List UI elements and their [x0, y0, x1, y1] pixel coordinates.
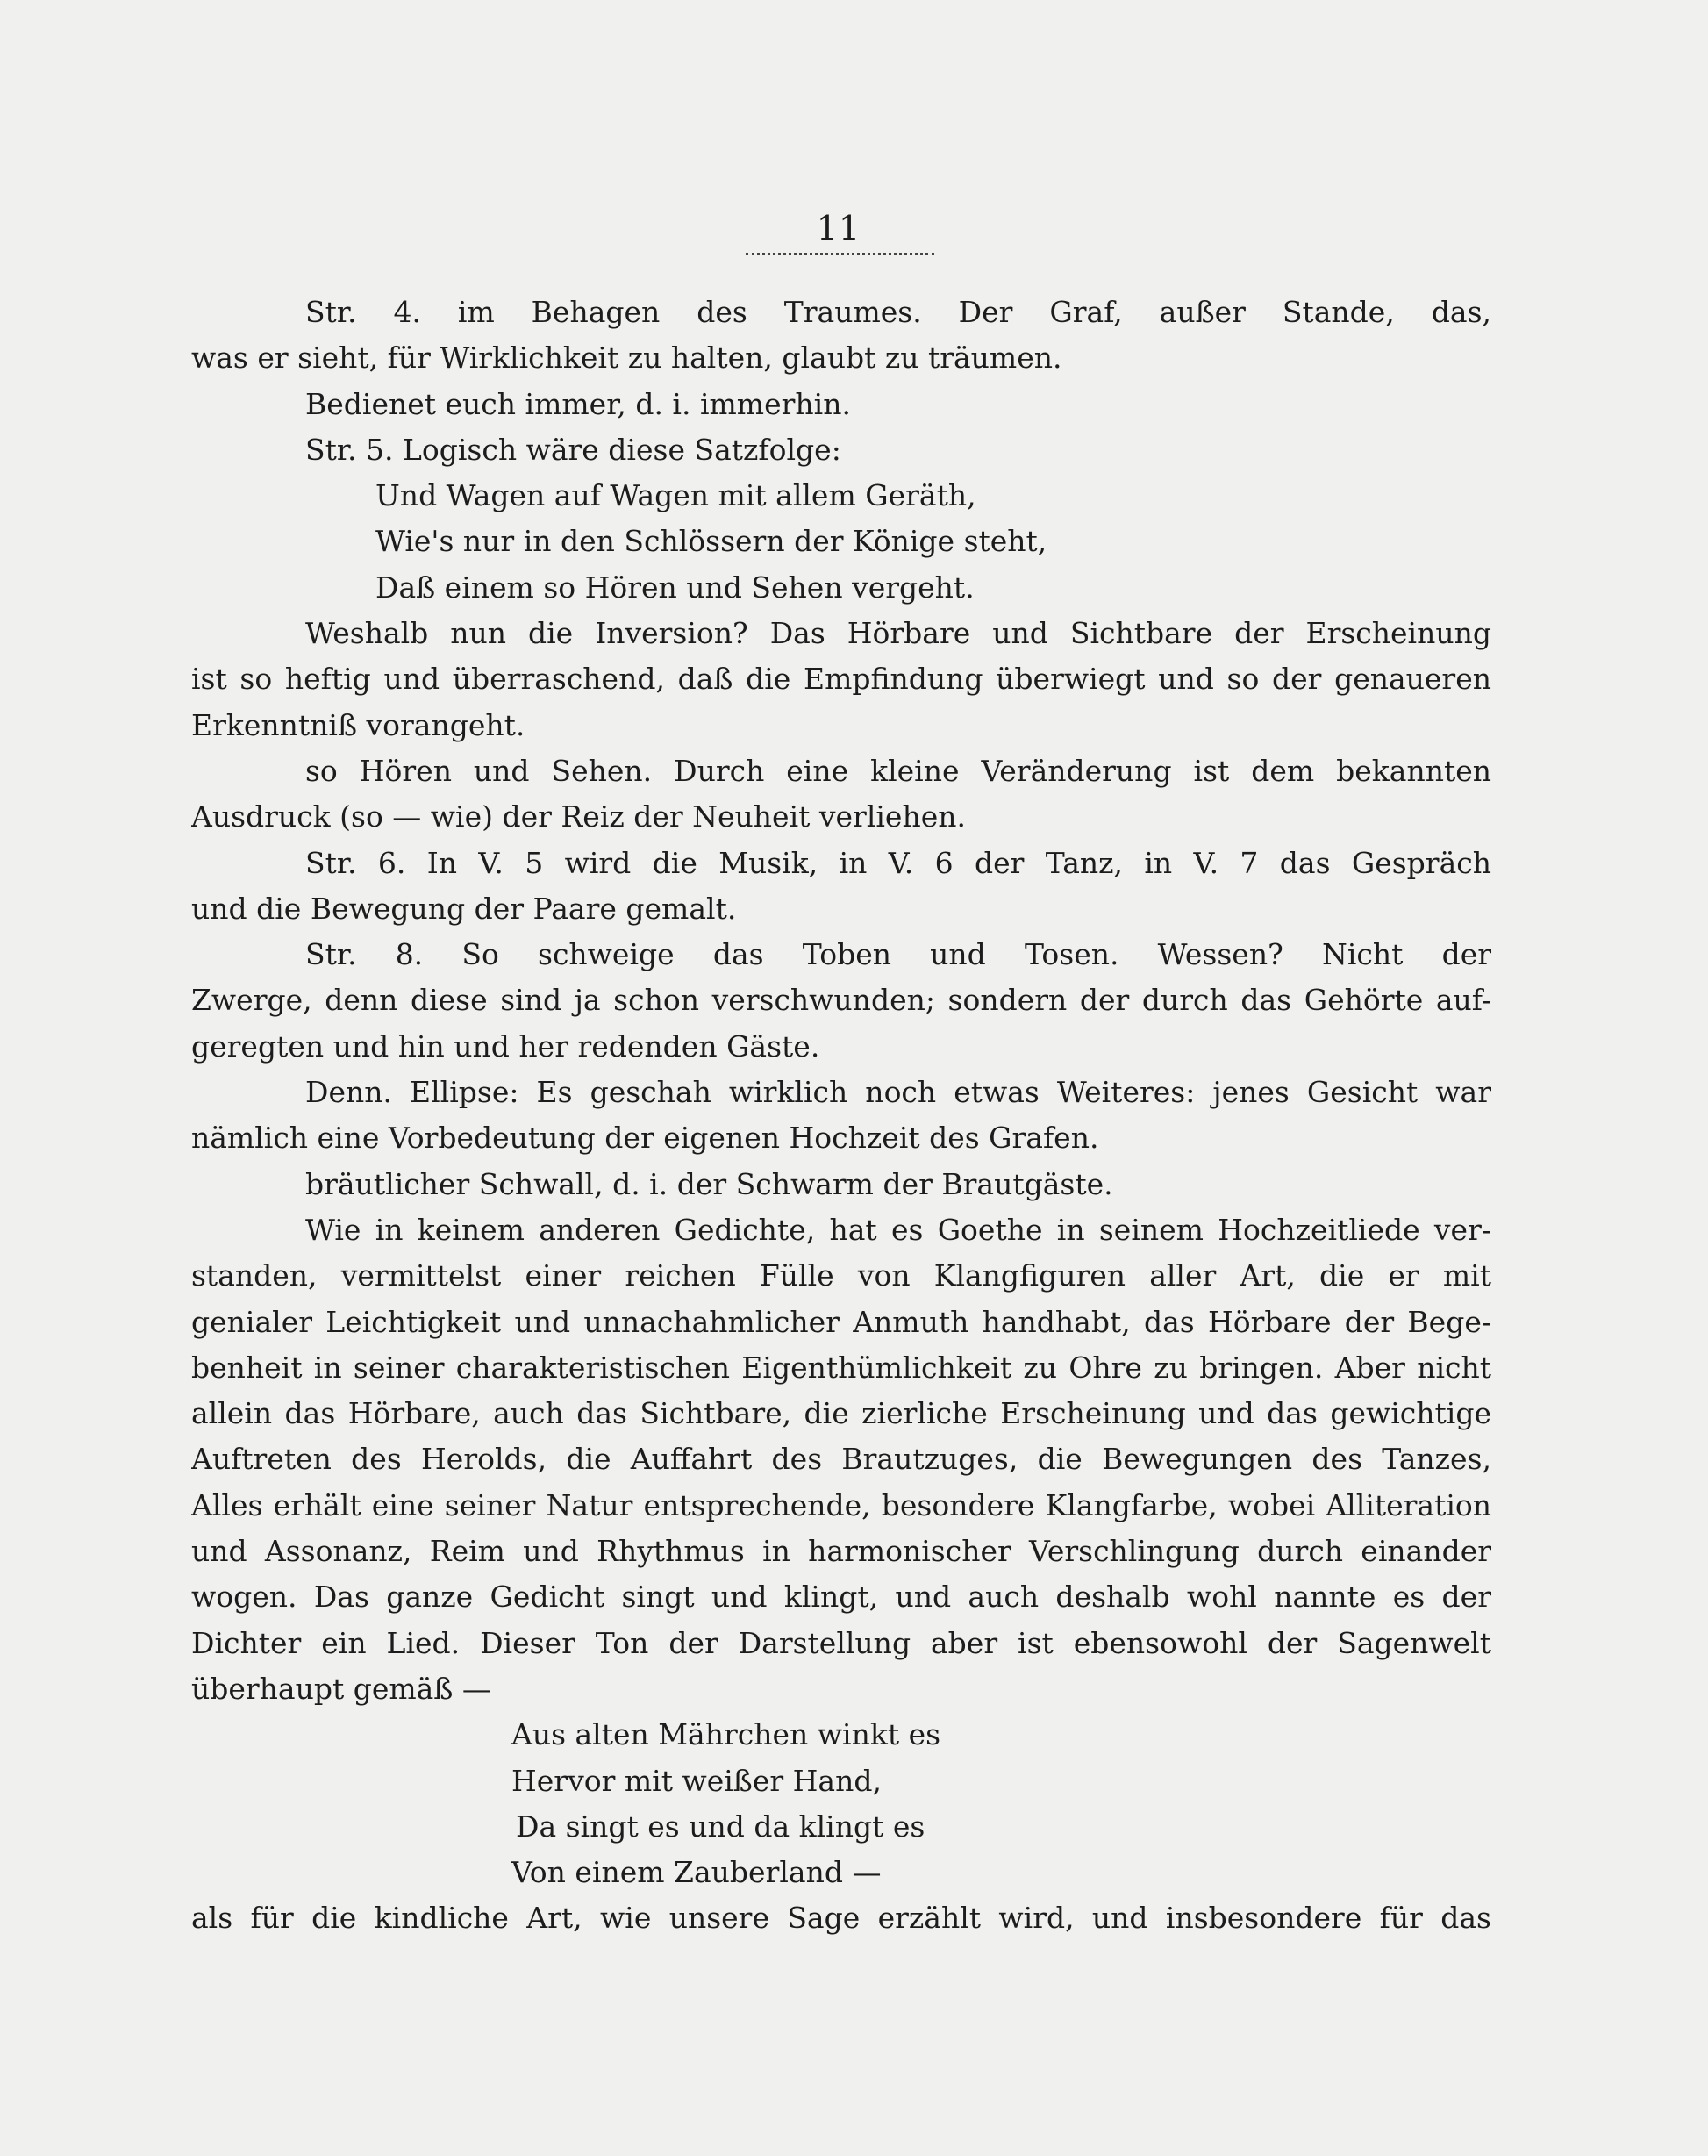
text-line: und Assonanz, Reim und Rhythmus in harmonischer Verschlingung durch einander [191, 1534, 1491, 1569]
text-line: Dichter ein Lied. Dieser Ton der Darstellung aber ist ebensowohl der Sagenwelt [191, 1625, 1491, 1660]
text-line: Str. 4. im Behagen des Traumes. Der Graf, außer Stande, das, [305, 295, 1491, 329]
verse-line: Wie's nur in den Schlössern der Könige steht, [375, 524, 1047, 559]
text-line: Str. 5. Logisch wäre diese Satzfolge: [305, 432, 841, 467]
text-line: Bedienet euch immer, d. i. immerhin. [305, 386, 851, 421]
text-line: und die Bewegung der Paare gemalt. [191, 891, 737, 926]
text-line: Auftreten des Herolds, die Auffahrt des Brautzuges, die Bewegungen des Tanzes, [191, 1442, 1491, 1477]
text-line: Str. 8. So schweige das Toben und Tosen. Wessen? Nicht der [305, 937, 1491, 972]
text-line: was er sieht, für Wirklichkeit zu halten, glaubt zu träumen. [191, 340, 1062, 376]
text-line: wogen. Das ganze Gedicht singt und klingt, und auch deshalb wohl nannte es der [191, 1579, 1491, 1615]
body-text [191, 290, 1491, 1942]
text-line: Zwerge, denn diese sind ja schon verschwunden; sondern der durch das Gehörte auf- [191, 983, 1491, 1018]
text-line: als für die kindliche Art, wie unsere Sage erzählt wird, und insbesondere für das [191, 1901, 1491, 1936]
text-line: ist so heftig und überraschend, daß die Empfindung überwiegt und so der genaueren [191, 662, 1491, 697]
text-line: bräutlicher Schwall, d. i. der Schwarm der Brautgäste. [305, 1166, 1113, 1201]
page-number: 11 [816, 209, 861, 247]
text-line: überhaupt gemäß — [191, 1671, 491, 1706]
text-line: genialer Leichtigkeit und unnachahmlicher Anmuth handhabt, das Hörbare der Bege- [191, 1304, 1491, 1339]
text-line: benheit in seiner charakteristischen Eigenthümlichkeit zu Ohre zu bringen. Aber nicht [191, 1350, 1491, 1385]
text-line: geregten und hin und her redenden Gäste. [191, 1028, 820, 1064]
verse-line: Von einem Zauberland — [511, 1855, 882, 1890]
text-line: Ausdruck (so — wie) der Reiz der Neuheit verliehen. [191, 799, 966, 834]
dotted-rule [746, 253, 934, 255]
text-line: standen, vermittelst einer reichen Fülle von Klangfiguren aller Art, die er mit [191, 1258, 1491, 1293]
text-line: Wie in keinem anderen Gedichte, hat es Goethe in seinem Hochzeitliede ver- [305, 1212, 1491, 1247]
verse-line: Hervor mit weißer Hand, [511, 1763, 882, 1798]
verse-line: Daß einem so Hören und Sehen vergeht. [375, 569, 975, 605]
verse-line: Aus alten Mährchen winkt es [511, 1717, 941, 1752]
text-line: Str. 6. In V. 5 wird die Musik, in V. 6 der Tanz, in V. 7 das Gespräch [305, 845, 1491, 880]
verse-line: Und Wagen auf Wagen mit allem Geräth, [375, 478, 976, 513]
text-line: Erkenntniß vorangeht. [191, 707, 525, 742]
text-line: nämlich eine Vorbedeutung der eigenen Hochzeit des Grafen. [191, 1121, 1099, 1156]
text-line: Denn. Ellipse: Es geschah wirklich noch etwas Weiteres: jenes Gesicht war [305, 1075, 1491, 1110]
text-line: allein das Hörbare, auch das Sichtbare, die zierliche Erscheinung und das gewichtige [191, 1396, 1491, 1431]
text-line: so Hören und Sehen. Durch eine kleine Veränderung ist dem bekannten [305, 753, 1491, 788]
text-line: Alles erhält eine seiner Natur entsprechende, besondere Klangfarbe, wobei Alliteration [191, 1487, 1491, 1522]
text-line: Weshalb nun die Inversion? Das Hörbare und Sichtbare der Erscheinung [305, 616, 1491, 651]
verse-line: Da singt es und da klingt es [516, 1809, 925, 1844]
